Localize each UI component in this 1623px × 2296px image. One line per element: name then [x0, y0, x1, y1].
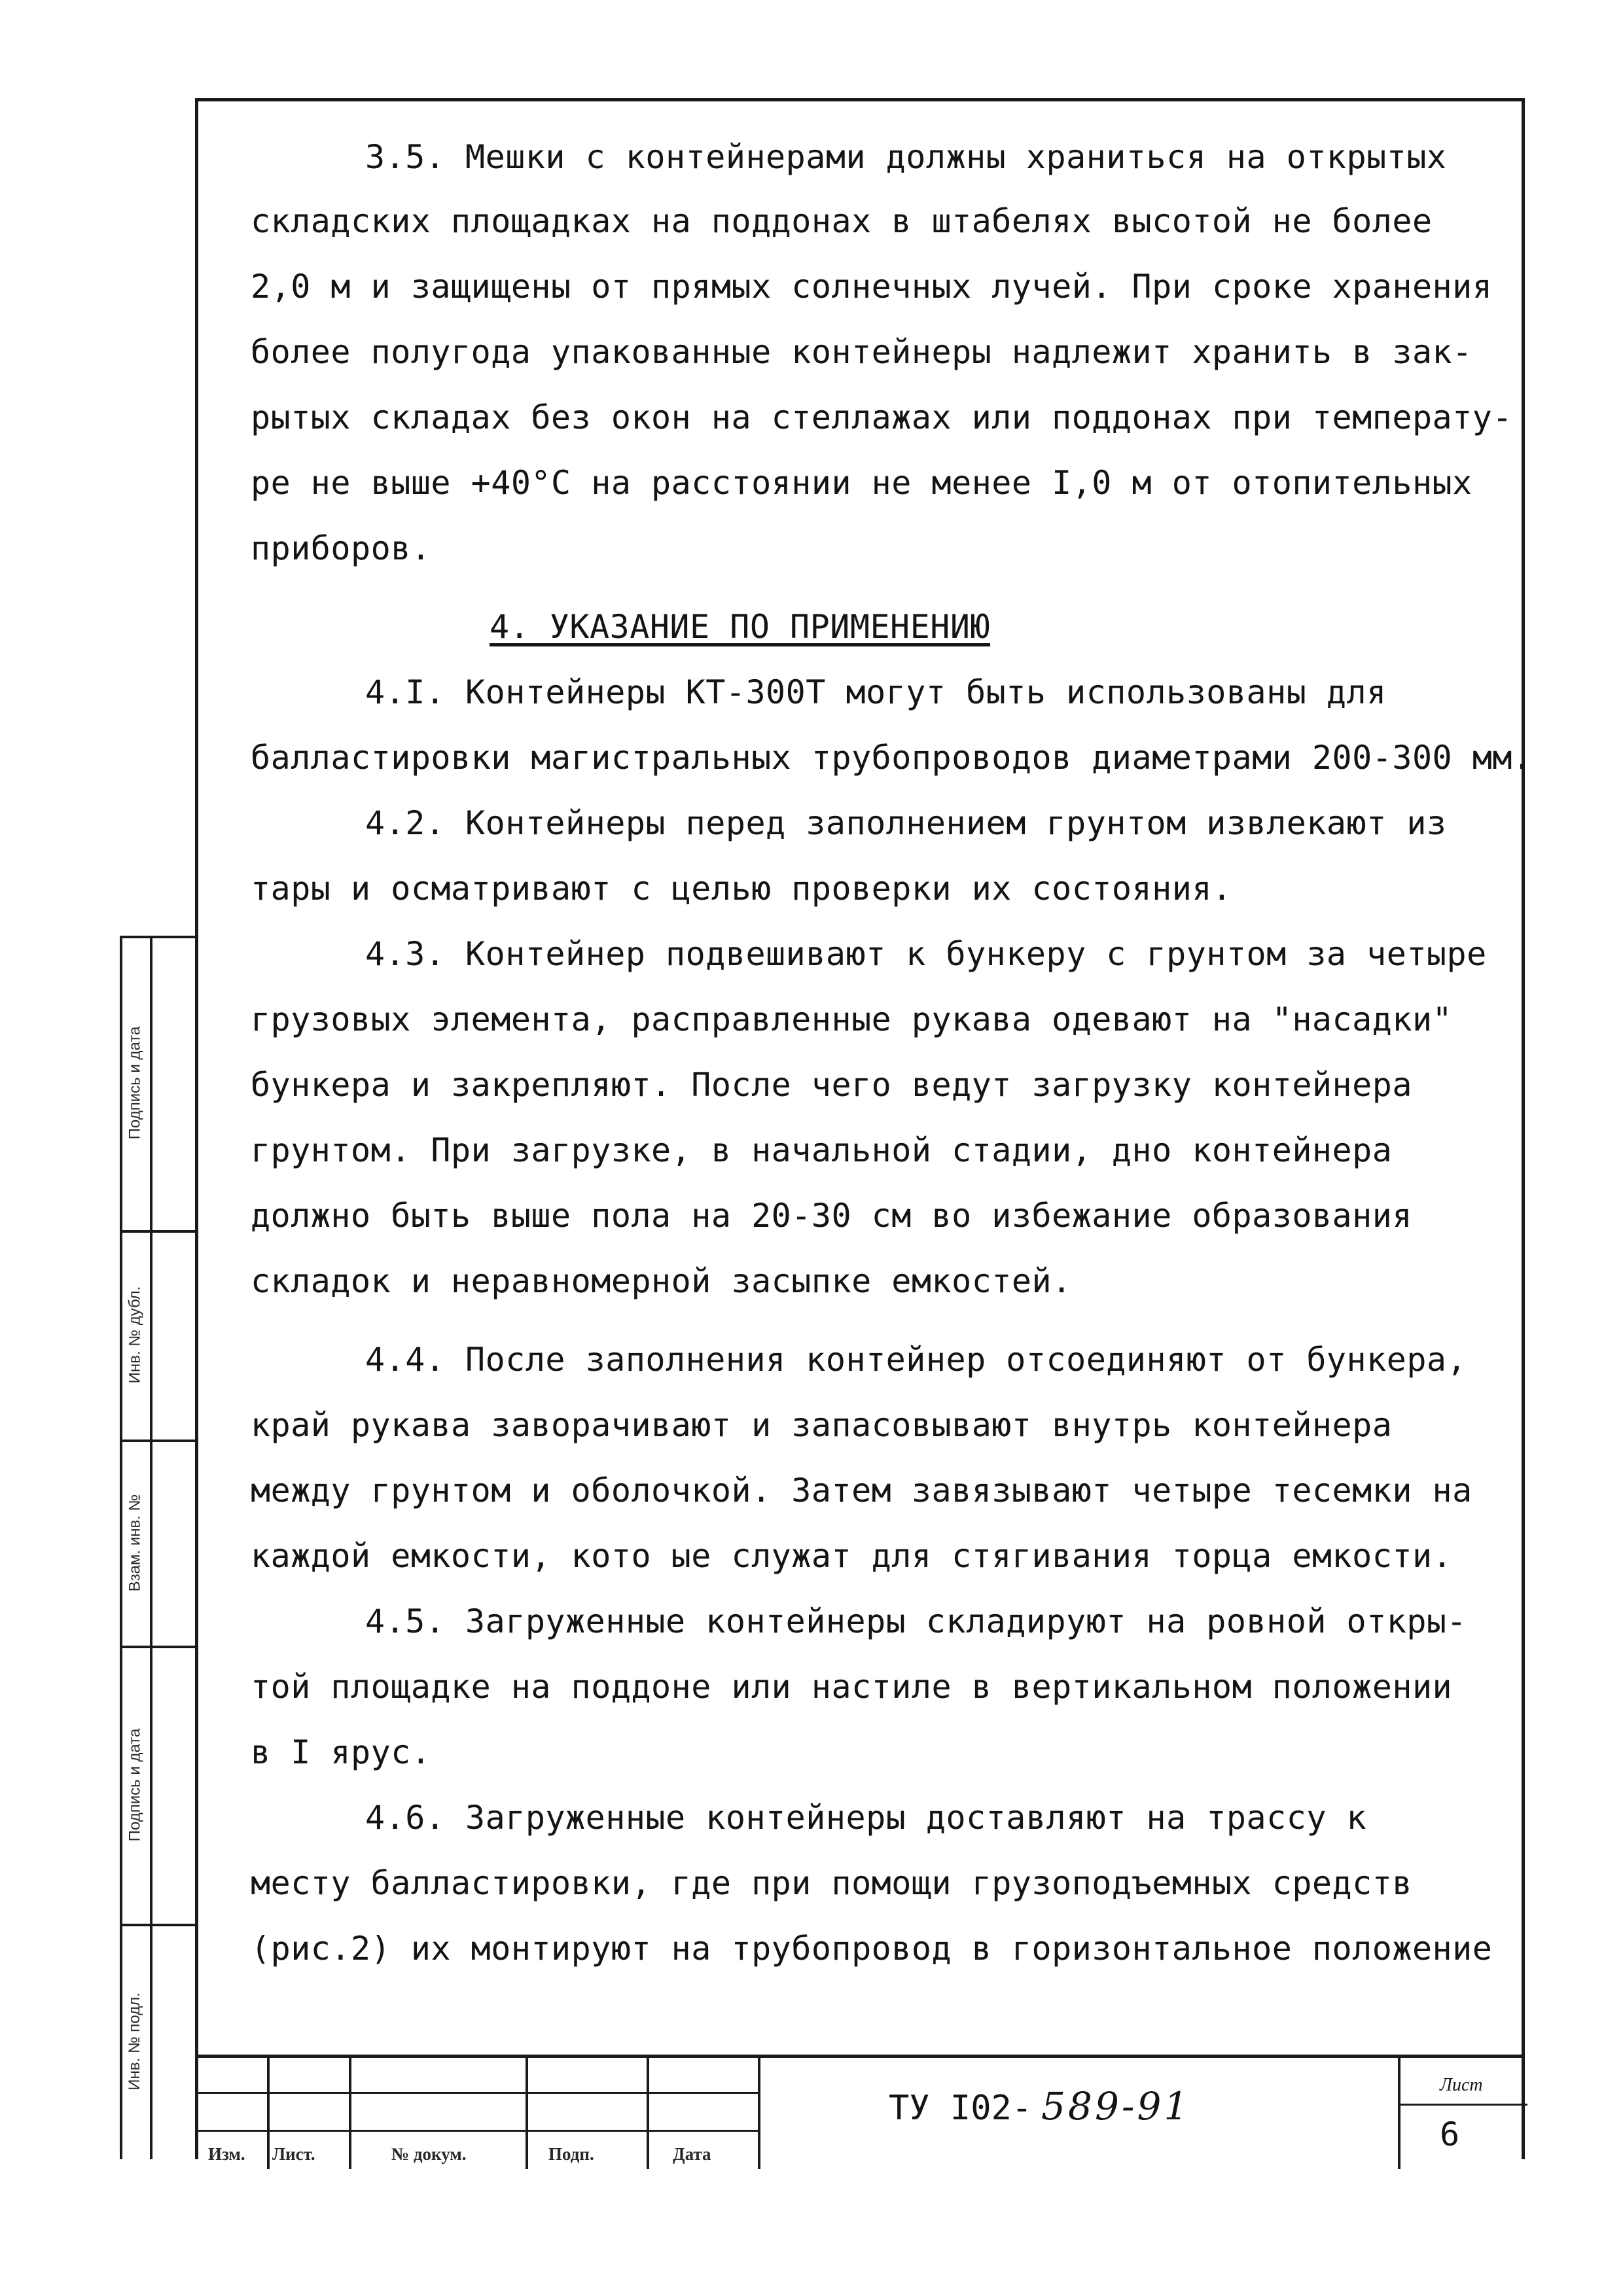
title-block-col-line — [758, 2058, 760, 2169]
sheet-label: Лист — [1440, 2075, 1483, 2095]
body-text-line: ре не выше +40°С на расстоянии не менее I,0 м от отопительных — [251, 464, 1472, 502]
body-text-line: 4.3. Контейнер подвешивают к бункеру с грунтом за четыре — [365, 935, 1487, 973]
body-text-line: балластировки магистральных трубопроводов диаметрами 200-300 мм. — [251, 739, 1533, 777]
document-code-printed: ТУ I02- — [889, 2089, 1033, 2128]
title-block-col-line — [349, 2058, 351, 2169]
body-text-line: (рис.2) их монтируют на трубопровод в горизонтальное положение — [251, 1930, 1493, 1968]
body-text-line: грунтом. При загрузке, в начальной стадии, дно контейнера — [251, 1131, 1393, 1169]
side-label-inv-dubl: Инв. № дубл. — [126, 1286, 143, 1384]
side-stamp-column — [120, 936, 195, 2159]
body-text-line: складских площадках на поддонах в штабелях высотой не более — [251, 202, 1433, 240]
body-text-line: в I ярус. — [251, 1733, 431, 1771]
sheet-box — [1398, 2058, 1527, 2169]
body-text-line: более полугода упакованные контейнеры надлежит хранить в зак- — [251, 333, 1472, 371]
side-label-signature-date-bottom: Подпись и дата — [126, 1728, 143, 1841]
body-text-line: 4.4. После заполнения контейнер отсоединяют от бункера, — [365, 1341, 1467, 1379]
sheet-number: 6 — [1440, 2115, 1460, 2153]
body-text-line: край рукава заворачивают и запасовывают внутрь контейнера — [251, 1406, 1393, 1444]
title-block-row-line — [195, 2092, 758, 2094]
body-text-line: 4.5. Загруженные контейнеры складируют на ровной откры- — [365, 1602, 1467, 1640]
body-text-line: 2,0 м и защищены от прямых солнечных лучей. При сроке хранения — [251, 268, 1493, 306]
body-text-line: тары и осматривают с целью проверки их состояния. — [251, 870, 1232, 908]
body-text-line: 4.6. Загруженные контейнеры доставляют на трассу к — [365, 1799, 1367, 1837]
col-podp-label: Подп. — [548, 2144, 594, 2164]
side-label-inv-podl: Инв. № подл. — [126, 1992, 143, 2091]
sheet-box-divider — [1400, 2104, 1527, 2106]
body-text-line: приборов. — [251, 529, 431, 567]
body-text-line: 4.2. Контейнеры перед заполнением грунтом извлекают из — [365, 804, 1447, 842]
side-label-signature-date-top: Подпись и дата — [126, 1026, 143, 1140]
section-heading: 4. УКАЗАНИЕ ПО ПРИМЕНЕНИЮ — [490, 608, 991, 646]
side-label-vzam-inv: Взам. инв. № — [126, 1494, 143, 1591]
body-text-line: месту балластировки, где при помощи грузоподъемных средств — [251, 1864, 1412, 1902]
col-list-label: Лист. — [272, 2144, 315, 2164]
body-text-line: между грунтом и оболочкой. Затем завязывают четыре тесемки на — [251, 1472, 1472, 1510]
title-block-col-line — [267, 2058, 270, 2169]
title-block-grid — [195, 2058, 758, 2169]
body-text-line: складок и неравномерной засыпке емкостей. — [251, 1262, 1072, 1300]
body-text-line: 3.5. Мешки с контейнерами должны храниться на открытых — [365, 138, 1447, 176]
col-data-label: Дата — [673, 2144, 711, 2164]
document-code-handwritten: 589-91 — [1041, 2084, 1191, 2128]
body-text-line: каждой емкости, кото ые служат для стягивания торца емкости. — [251, 1537, 1453, 1575]
body-text-line: бункера и закрепляют. После чего ведут загрузку контейнера — [251, 1066, 1412, 1104]
side-stamp-inner — [150, 936, 200, 2159]
title-block-col-line — [526, 2058, 528, 2169]
body-text-line: 4.I. Контейнеры КТ-300Т могут быть использованы для — [365, 673, 1387, 711]
title-block-row-line — [195, 2130, 758, 2132]
body-text-line: рытых складах без окон на стеллажах или поддонах при температу- — [251, 398, 1512, 436]
col-izm-label: Изм. — [208, 2144, 245, 2164]
title-block — [195, 2055, 1525, 2166]
body-text-line: должно быть выше пола на 20-30 см во избежание образования — [251, 1197, 1412, 1235]
document-code — [889, 2084, 1190, 2128]
title-block-col-line — [647, 2058, 649, 2169]
body-text-line: грузовых элемента, расправленные рукава одевают на "насадки" — [251, 1000, 1453, 1038]
col-dokum-label: № докум. — [391, 2144, 467, 2164]
body-text-line: той площадке на поддоне или настиле в вертикальном положении — [251, 1668, 1453, 1706]
